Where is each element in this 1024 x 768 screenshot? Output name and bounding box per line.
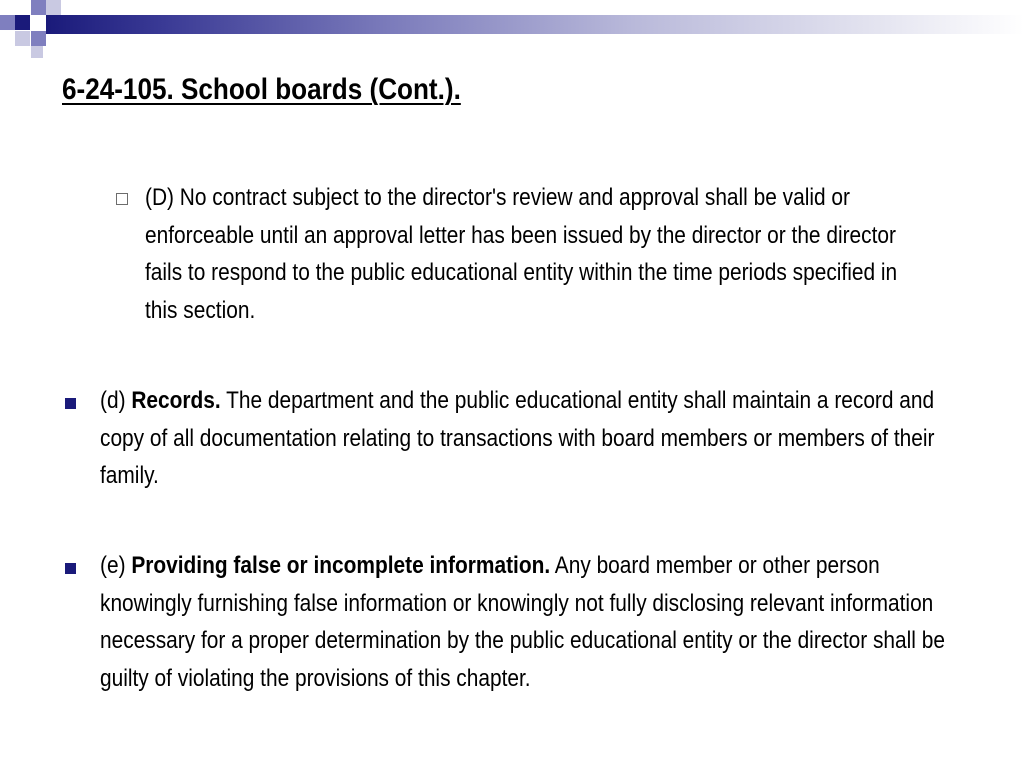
bullet-prefix: (d) xyxy=(100,387,132,414)
decor-square-icon xyxy=(15,15,30,30)
decor-square-icon xyxy=(15,31,30,46)
solid-square-bullet-icon xyxy=(65,398,76,409)
decor-square-icon xyxy=(31,0,46,15)
sub-bullet-text: (D) No contract subject to the director's review and approval shall be valid or enforceable until an approval letter has been issued by the director or the director fails to respond to the public educational entity within the time periods specified in this section. xyxy=(145,184,898,324)
header-gradient-bar xyxy=(46,15,1024,34)
bullet-heading: Providing false or incomplete information. xyxy=(131,552,551,579)
header-decoration xyxy=(0,0,1024,48)
decor-square-icon xyxy=(31,46,43,58)
bullet-false-information xyxy=(100,547,971,697)
hollow-square-bullet-icon xyxy=(116,193,128,205)
slide-title xyxy=(62,71,461,109)
bullet-text: The department and the public educational entity shall maintain a record and copy of all documentation relating to transactions with board members or members of their family. xyxy=(100,387,935,489)
bullet-prefix: (e) xyxy=(100,552,132,579)
bullet-records xyxy=(100,382,971,495)
bullet-text: Any board member or other person knowingly furnishing false information or knowingly not fully disclosing relevant information necessary for a proper determination by the public educational entity or the director shall be guilty of violating the provisions of this chapter. xyxy=(100,552,945,692)
slide-title-text: 6-24-105. School boards (Cont.). xyxy=(62,73,461,106)
decor-square-icon xyxy=(31,31,46,46)
decor-square-icon xyxy=(46,0,61,15)
bullet-heading: Records. xyxy=(131,387,221,414)
decor-square-icon xyxy=(0,15,15,30)
sub-bullet-d xyxy=(145,179,933,329)
solid-square-bullet-icon xyxy=(65,563,76,574)
